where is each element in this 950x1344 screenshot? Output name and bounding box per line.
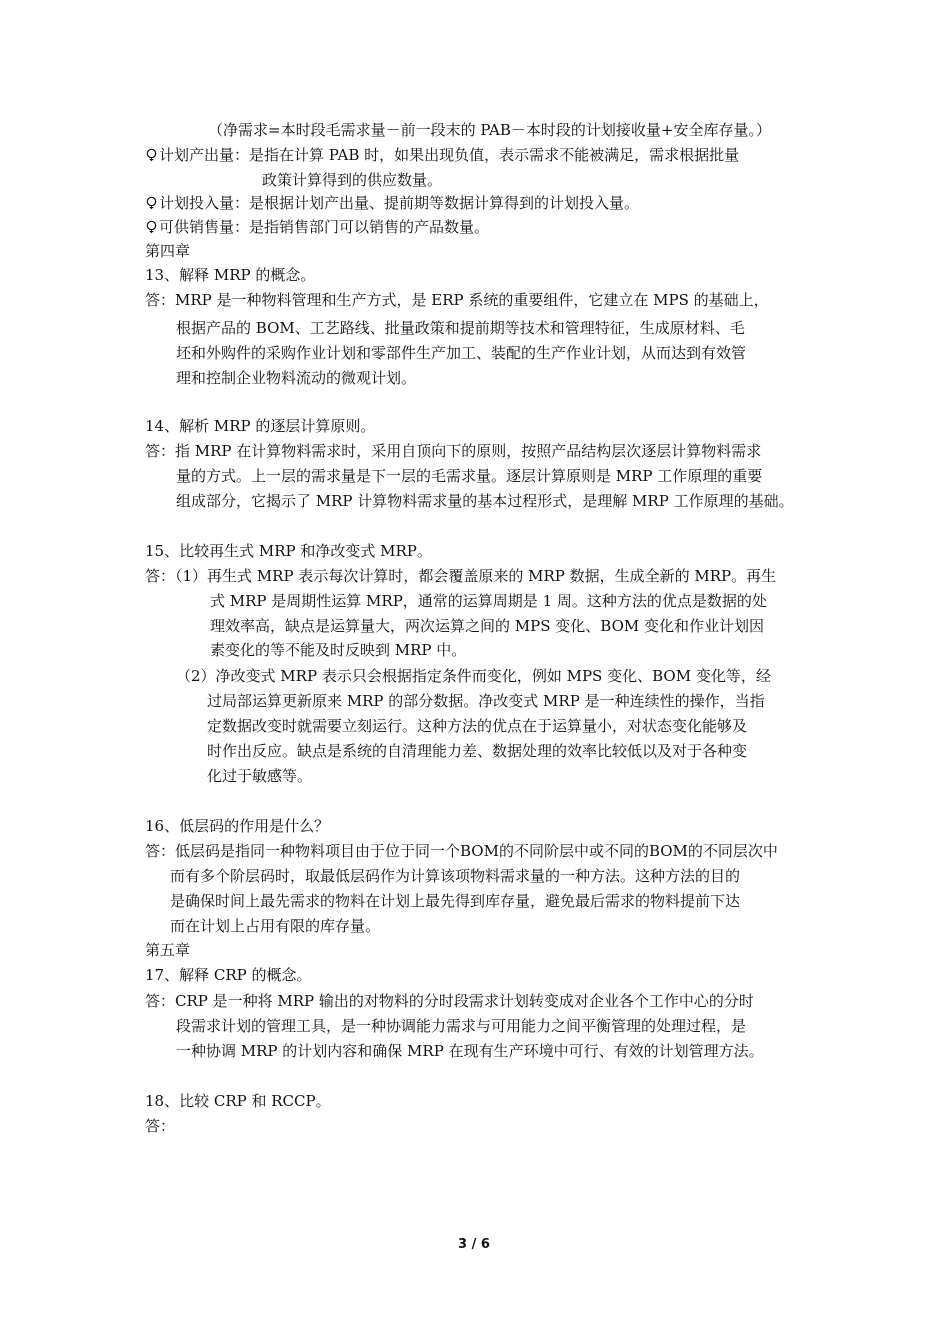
answer-14-line-2: 量的方式。上一层的需求量是下一层的毛需求量。逐层计算原则是 MRP 工作原理的重要 <box>176 467 763 485</box>
answer-15-line-3: 理效率高，缺点是运算量大，两次运算之间的 MPS 变化、BOM 变化和作业计划因 <box>210 617 764 635</box>
answer-15-line-5: （2）净改变式 MRP 表示只会根据指定条件而变化，例如 MPS 变化、BOM 变化等，经 <box>176 667 771 685</box>
answer-16-line-3: 是确保时间上最先需求的物料在计划上最先得到库存量，避免最后需求的物料提前下达 <box>170 892 741 910</box>
question-16: 16、低层码的作用是什么？ <box>145 817 330 835</box>
bullet-marker-icon <box>145 147 158 161</box>
term-available-to-sell: 可供销售量：是指销售部门可以销售的产品数量。 <box>145 217 489 237</box>
chapter-5-heading: 第五章 <box>145 941 191 959</box>
answer-15-line-2: 式 MRP 是周期性运算 MRP，通常的运算周期是 1 周。这种方法的优点是数据的处 <box>210 592 767 610</box>
answer-14-line-1: 答：指 MRP 在计算物料需求时，采用自顶向下的原则，按照产品结构层次逐层计算物料需求 <box>145 442 762 460</box>
term-planned-output: 计划产出量：是指在计算 PAB 时，如果出现负值，表示需求不能被满足，需求根据批量 <box>145 145 739 165</box>
answer-18: 答： <box>145 1117 176 1135</box>
answer-13-line-1: 答：MRP 是一种物料管理和生产方式，是 ERP 系统的重要组件，它建立在 MPS 的基础上， <box>145 291 769 309</box>
answer-15-line-1: 答：（1）再生式 MRP 表示每次计算时，都会覆盖原来的 MRP 数据，生成全新的 MRP。再生 <box>145 567 777 585</box>
answer-17-line-3: 一种协调 MRP 的计划内容和确保 MRP 在现有生产环境中可行、有效的计划管理方法。 <box>176 1042 764 1060</box>
net-demand-formula: （净需求=本时段毛需求量－前一段末的 PAB－本时段的计划接收量+安全库存量。） <box>208 121 771 139</box>
answer-16-line-1: 答：低层码是指同一种物料项目由于位于同一个BOM的不同阶层中或不同的BOM的不同层次中 <box>145 842 778 860</box>
answer-15-line-6: 过局部运算更新原来 MRP 的部分数据。净改变式 MRP 是一种连续性的操作，当指 <box>207 692 765 710</box>
bullet-marker-icon <box>145 219 158 233</box>
term-planned-input: 计划投入量：是根据计划产出量、提前期等数据计算得到的计划投入量。 <box>145 193 639 213</box>
question-18: 18、比较 CRP 和 RCCP。 <box>145 1092 331 1110</box>
page-number: 3 / 6 <box>458 1237 490 1252</box>
answer-14-line-3: 组成部分，它揭示了 MRP 计算物料需求量的基本过程形式，是理解 MRP 工作原理的基础。 <box>176 492 794 510</box>
answer-17-line-1: 答：CRP 是一种将 MRP 输出的对物料的分时段需求计划转变成对企业各个工作中心的分时 <box>145 992 754 1010</box>
answer-15-line-7: 定数据改变时就需要立刻运行。这种方法的优点在于运算量小，对状态变化能够及 <box>207 717 748 735</box>
answer-13-line-4: 理和控制企业物料流动的微观计划。 <box>176 369 417 387</box>
answer-17-line-2: 段需求计划的管理工具，是一种协调能力需求与可用能力之间平衡管理的处理过程，是 <box>176 1017 747 1035</box>
question-17: 17、解释 CRP 的概念。 <box>145 966 312 984</box>
question-13: 13、解释 MRP 的概念。 <box>145 266 316 284</box>
answer-15-line-9: 化过于敏感等。 <box>207 767 313 785</box>
question-15: 15、比较再生式 MRP 和净改变式 MRP。 <box>145 542 432 560</box>
term-planned-output-cont: 政策计算得到的供应数量。 <box>262 171 443 189</box>
bullet-marker-icon <box>145 195 158 209</box>
answer-15-line-4: 素变化的等不能及时反映到 MRP 中。 <box>210 641 467 659</box>
answer-13-line-3: 坯和外购件的采购作业计划和零部件生产加工、装配的生产作业计划，从而达到有效管 <box>176 344 747 362</box>
answer-16-line-4: 而在计划上占用有限的库存量。 <box>170 917 381 935</box>
chapter-4-heading: 第四章 <box>145 242 191 260</box>
question-14: 14、解析 MRP 的逐层计算原则。 <box>145 417 376 435</box>
answer-15-line-8: 时作出反应。缺点是系统的自清理能力差、数据处理的效率比较低以及对于各种变 <box>207 742 748 760</box>
answer-16-line-2: 而有多个阶层码时，取最低层码作为计算该项物料需求量的一种方法。这种方法的目的 <box>170 867 741 885</box>
answer-13-line-2: 根据产品的 BOM、工艺路线、批量政策和提前期等技术和管理特征，生成原材料、毛 <box>176 319 745 337</box>
